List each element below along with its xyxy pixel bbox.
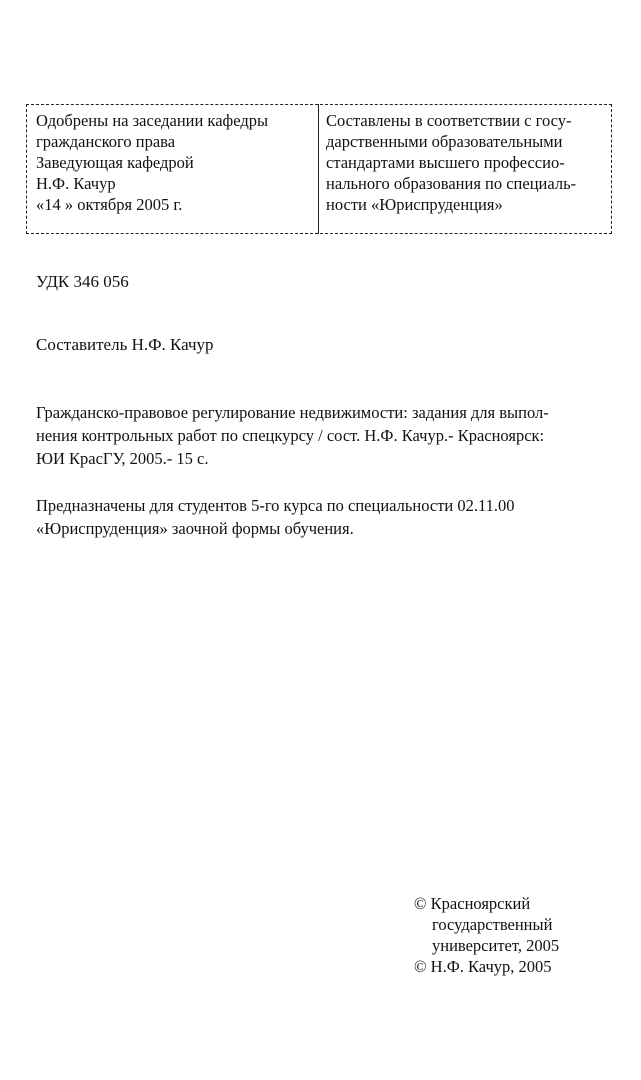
standards-line: нального образования по специаль-	[326, 174, 577, 193]
copyright-line: государственный	[432, 915, 553, 934]
udk-code: УДК 346 056	[36, 272, 129, 291]
table-middle-border	[318, 104, 319, 234]
table-right-border	[611, 104, 612, 234]
purpose-line: Предназначены для студентов 5-го курса по специальности 02.11.00	[36, 496, 515, 515]
standards-line: Составлены в соответствии с госу-	[326, 111, 572, 130]
table-left-border	[26, 104, 27, 234]
table-top-border	[26, 104, 612, 105]
standards-line: ности «Юриспруденция»	[326, 195, 503, 214]
approval-cell	[36, 110, 311, 215]
copyright-block	[414, 893, 559, 977]
purpose-statement	[36, 494, 606, 540]
copyright-line: © Красноярский	[414, 894, 531, 913]
copyright-line: © Н.Ф. Качур, 2005	[414, 957, 552, 976]
approval-line: гражданского права	[36, 132, 176, 151]
approval-table	[26, 104, 612, 234]
bibliographic-description	[36, 401, 606, 470]
bibliography-line: нения контрольных работ по спецкурсу / сост. Н.Ф. Качур.- Красноярск:	[36, 426, 545, 445]
bibliography-line: Гражданско-правовое регулирование недвижимости: задания для выпол-	[36, 403, 549, 422]
purpose-line: «Юриспруденция» заочной формы обучения.	[36, 519, 354, 538]
table-bottom-border	[26, 233, 612, 234]
approval-line: Одобрены на заседании кафедры	[36, 111, 269, 130]
compiler-line: Составитель Н.Ф. Качур	[36, 335, 214, 354]
approval-line: «14 » октября 2005 г.	[36, 195, 183, 214]
approval-line: Н.Ф. Качур	[36, 174, 116, 193]
standards-line: стандартами высшего профессио-	[326, 153, 565, 172]
bibliography-line: ЮИ КрасГУ, 2005.- 15 с.	[36, 449, 209, 468]
standards-line: дарственными образовательными	[326, 132, 563, 151]
standards-cell	[326, 110, 608, 215]
copyright-line: университет, 2005	[432, 936, 560, 955]
approval-line: Заведующая кафедрой	[36, 153, 194, 172]
